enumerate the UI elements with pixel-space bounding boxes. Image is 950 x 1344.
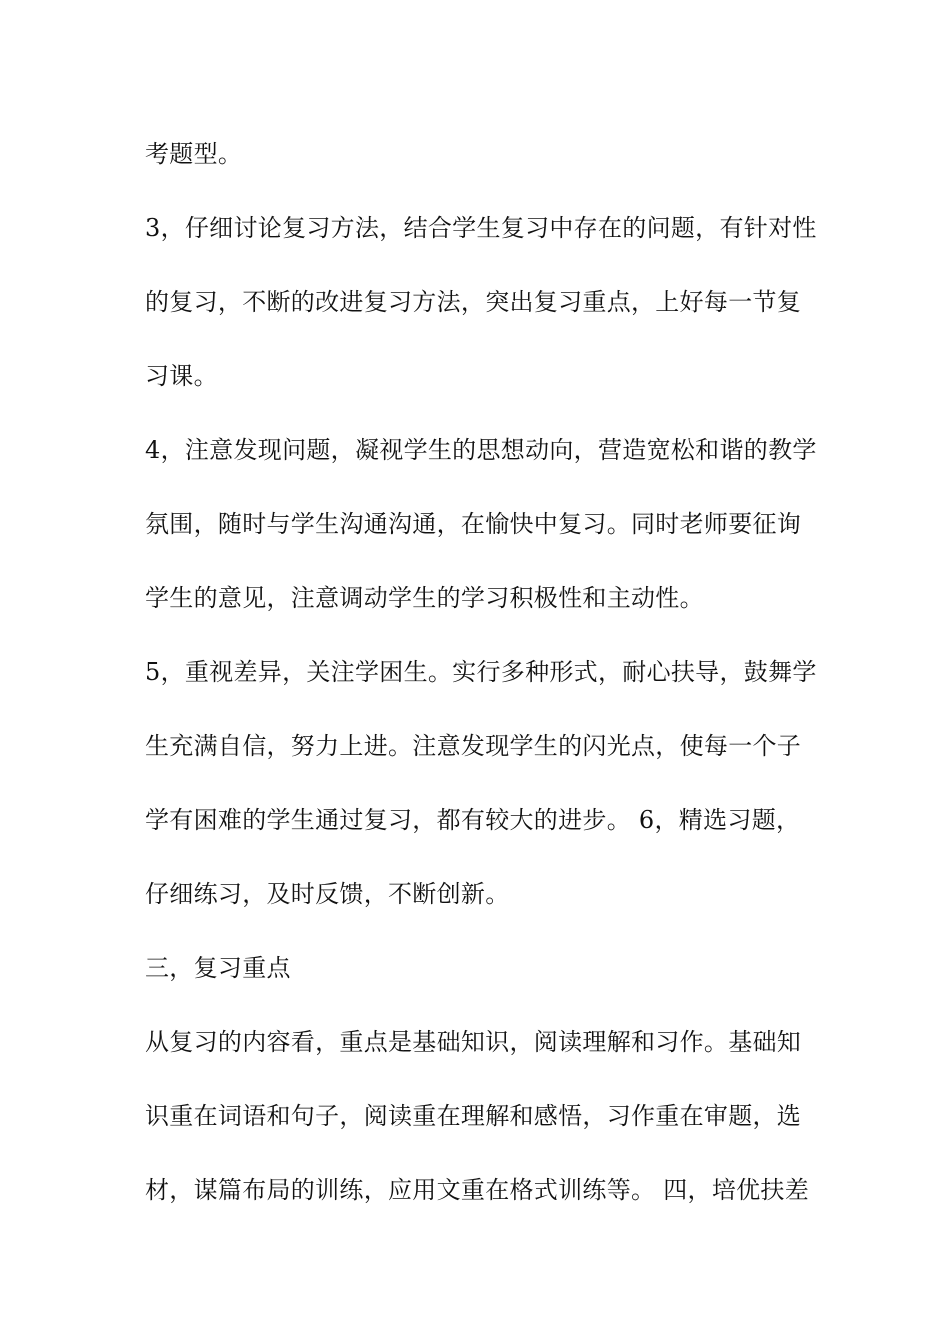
text-line: 学生的意见，注意调动学生的学习积极性和主动性。 <box>145 584 704 612</box>
section-heading: 三，复习重点 <box>145 954 291 982</box>
text-line: 氛围，随时与学生沟通沟通，在愉快中复习。同时老师要征询 <box>145 510 802 538</box>
text-line: 识重在词语和句子，阅读重在理解和感悟，习作重在审题，选 <box>145 1102 802 1130</box>
text-line: 习课。 <box>145 362 218 390</box>
text-line: 考题型。 <box>145 140 243 168</box>
text-line: 4，注意发现问题，凝视学生的思想动向，营造宽松和谐的教学 <box>145 436 817 464</box>
document-body <box>145 128 817 1238</box>
text-line: 的复习，不断的改进复习方法，突出复习重点，上好每一节复 <box>145 288 802 316</box>
text-line: 学有困难的学生通过复习，都有较大的进步。 6，精选习题， <box>145 806 801 834</box>
text-line: 仔细练习，及时反馈，不断创新。 <box>145 880 510 908</box>
text-line: 5，重视差异，关注学困生。实行多种形式，耐心扶导，鼓舞学 <box>145 658 817 686</box>
text-line: 材，谋篇布局的训练，应用文重在格式训练等。 四，培优扶差 <box>145 1176 810 1204</box>
text-line: 生充满自信，努力上进。注意发现学生的闪光点，使每一个子 <box>145 732 802 760</box>
text-line: 从复习的内容看，重点是基础知识，阅读理解和习作。基础知 <box>145 1028 802 1056</box>
text-line: 3，仔细讨论复习方法，结合学生复习中存在的问题，有针对性 <box>145 214 817 242</box>
